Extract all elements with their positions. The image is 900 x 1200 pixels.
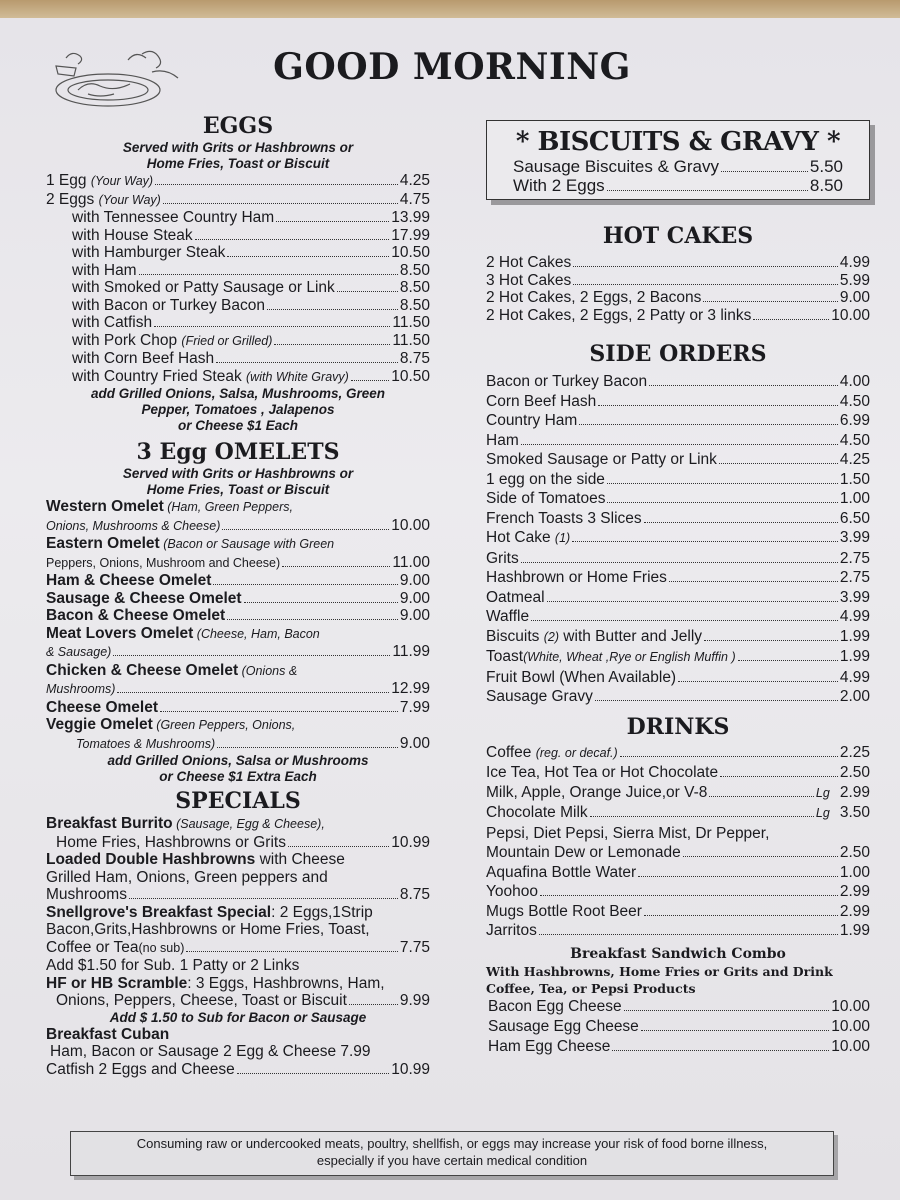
price: 17.99	[391, 226, 430, 244]
price: 3.99	[839, 529, 870, 546]
price: 6.50	[839, 509, 870, 527]
price: 7.75	[399, 938, 430, 956]
price: 2.99	[839, 783, 870, 801]
price: 1.00	[839, 490, 870, 507]
menu-item-eggs-with: with Tennessee Country Ham 13.99	[72, 209, 430, 226]
menu-item-meat-lovers-omelet: Meat Lovers Omelet (Cheese, Ham, Bacon	[46, 624, 320, 642]
page-title: GOOD MORNING	[273, 46, 631, 88]
menu-item-milk: Milk, Apple, Orange Juice,or V-8 Lg 2.99	[486, 783, 870, 804]
price: 10.50	[391, 367, 430, 385]
scramble-sub-note: Add $ 1.50 to Sub for Bacon or Sausage	[109, 1009, 367, 1025]
price: 4.50	[839, 431, 870, 449]
price: 4.00	[839, 373, 870, 390]
menu-item-drink: Jarritos 1.99	[486, 922, 870, 939]
price: 11.50	[392, 314, 430, 331]
menu-item-sandwich: Bacon Egg Cheese 10.00	[488, 997, 870, 1015]
biscuits-gravy-box	[486, 120, 870, 200]
sandwich-combo-sub-2: Coffee, Tea, or Pepsi Products	[486, 980, 696, 996]
price: 5.99	[839, 271, 870, 289]
price: 4.99	[839, 668, 870, 686]
price: 11.50	[392, 331, 430, 349]
menu-item-eggs-with: with Corn Beef Hash 8.75	[72, 350, 430, 367]
omelets-heading: 3 Egg OMELETS	[136, 439, 340, 465]
eggs-heading: EGGS	[202, 113, 274, 139]
drinks-heading: DRINKS	[626, 713, 730, 740]
price: 4.25	[839, 451, 870, 468]
price: 12.99	[391, 680, 430, 697]
omelets-addon-note-2: or Cheese $1 Extra Each	[159, 769, 317, 784]
menu-item-side: Oatmeal 3.99	[486, 588, 870, 606]
size-label: Lg	[815, 785, 830, 800]
menu-item-side: Side of Tomatoes 1.00	[486, 490, 870, 507]
menu-item-biscuits: With 2 Eggs 8.50	[513, 176, 843, 195]
menu-item-scramble: HF or HB Scramble: 3 Eggs, Hashbrowns, Ham,	[46, 974, 385, 992]
price: 9.00	[399, 607, 430, 624]
price: 11.99	[392, 643, 430, 660]
menu-item-tea: Ice Tea, Hot Tea or Hot Chocolate 2.50	[486, 764, 870, 781]
notice-line-2: especially if you have certain medical condition	[316, 1153, 588, 1168]
eggs-addon-note-2: Pepper, Tomatoes , Jalapenos	[141, 402, 335, 417]
menu-item-eggs-with: with Catfish 11.50	[72, 314, 430, 331]
menu-item-side: Biscuits (2) with Butter and Jelly 1.99	[486, 627, 870, 645]
menu-item-sandwich: Sausage Egg Cheese 10.00	[488, 1017, 870, 1035]
eggs-subtitle-2: Home Fries, Toast or Biscuit	[146, 156, 330, 171]
price: 9.00	[399, 734, 430, 752]
price: 3.50	[839, 804, 870, 821]
food-safety-notice	[70, 1131, 834, 1176]
price: 10.00	[831, 997, 870, 1015]
cuban-desc: Ham, Bacon or Sausage 2 Egg & Cheese 7.99	[50, 1043, 371, 1060]
menu-item-catfish-eggs: Catfish 2 Eggs and Cheese 10.99	[46, 1060, 430, 1078]
menu-item-eggs: 1 Egg (Your Way) 4.25	[46, 172, 430, 189]
menu-item-side: Toast(White, Wheat ,Rye or English Muffin ) 1.99	[486, 648, 870, 665]
menu-item-eggs-with: with Country Fried Steak (with White Gravy) 10.50	[72, 367, 430, 385]
sandwich-combo-heading: Breakfast Sandwich Combo	[570, 945, 786, 962]
menu-item-coffee: Coffee (reg. or decaf.) 2.25	[486, 743, 870, 761]
snellgrove-desc: Bacon,Grits,Hashbrowns or Home Fries, Toast,	[46, 921, 370, 938]
price: 8.50	[399, 279, 430, 296]
omelets-subtitle-1: Served with Grits or Hashbrowns or	[122, 466, 354, 481]
menu-item-sandwich: Ham Egg Cheese 10.00	[488, 1037, 870, 1055]
right-column	[486, 120, 870, 1057]
price: 2.00	[839, 688, 870, 705]
menu-item-side: Sausage Gravy 2.00	[486, 688, 870, 705]
menu-item-side: Country Ham 6.99	[486, 412, 870, 429]
price: 1.99	[839, 648, 870, 665]
menu-item-side: Fruit Bowl (When Available) 4.99	[486, 668, 870, 686]
menu-item-breakfast-cuban: Breakfast Cuban	[46, 1025, 170, 1043]
price: 10.00	[831, 1037, 870, 1055]
price: 3.99	[839, 588, 870, 606]
breakfast-plate-icon	[48, 44, 188, 114]
menu-item-side: Ham 4.50	[486, 431, 870, 449]
price: 2.99	[839, 902, 870, 920]
price: 8.50	[399, 261, 430, 279]
menu-item-side: Hot Cake (1) 3.99	[486, 529, 870, 546]
price: 2.99	[839, 883, 870, 900]
price: 10.50	[391, 244, 430, 261]
menu-item-eggs-with: with Ham 8.50	[72, 261, 430, 279]
price: 4.75	[399, 190, 430, 208]
menu-item-veggie-omelet: Veggie Omelet (Green Peppers, Onions,	[46, 716, 296, 733]
menu-item-hotcakes: 3 Hot Cakes 5.99	[486, 271, 870, 289]
menu-item-eggs-with: with Bacon or Turkey Bacon 8.50	[72, 296, 430, 314]
menu-item-eggs-with: with House Steak 17.99	[72, 226, 430, 244]
biscuits-heading: * BISCUITS & GRAVY *	[515, 127, 841, 157]
eggs-addon-note-3: or Cheese $1 Each	[177, 418, 299, 433]
price: 8.50	[399, 296, 430, 314]
menu-item-eggs-with: with Smoked or Patty Sausage or Link 8.50	[72, 279, 430, 296]
price: 9.00	[399, 589, 430, 607]
price: 10.00	[831, 1017, 870, 1035]
price: 9.00	[399, 572, 430, 589]
menu-item-omelet: Ham & Cheese Omelet 9.00	[46, 572, 430, 589]
price: 2.25	[839, 743, 870, 761]
price: 4.25	[399, 172, 430, 189]
menu-item-side: Hashbrown or Home Fries 2.75	[486, 569, 870, 586]
menu-item-side: Grits 2.75	[486, 549, 870, 567]
menu-item-western-omelet: Western Omelet (Ham, Green Peppers,	[46, 498, 293, 515]
price: 6.99	[839, 412, 870, 429]
sandwich-combo-sub-1: With Hashbrowns, Home Fries or Grits and Drink	[486, 963, 833, 979]
menu-item-breakfast-burrito: Breakfast Burrito (Sausage, Egg & Cheese),	[46, 815, 325, 832]
sides-heading: SIDE ORDERS	[589, 341, 767, 367]
menu-item-cheese-omelet: Cheese Omelet 7.99	[46, 698, 430, 716]
menu-item-snellgrove-special: Snellgrove's Breakfast Special: 2 Eggs,1Strip	[46, 903, 373, 921]
menu-item-side: Smoked Sausage or Patty or Link 4.25	[486, 451, 870, 468]
price: 2.50	[839, 764, 870, 781]
price: 9.00	[839, 289, 870, 306]
price: 4.99	[839, 254, 870, 271]
price: 1.00	[839, 863, 870, 881]
menu-item-side: Waffle 4.99	[486, 608, 870, 625]
menu-item-drink: Aquafina Bottle Water 1.00	[486, 863, 870, 881]
menu-item-drink: Mugs Bottle Root Beer 2.99	[486, 902, 870, 920]
size-label: Lg	[815, 806, 830, 820]
price: 1.99	[839, 627, 870, 645]
menu-item-side: 1 egg on the side 1.50	[486, 470, 870, 488]
price: 2.75	[839, 569, 870, 586]
menu-item-chocolate-milk: Chocolate Milk Lg 3.50	[486, 803, 870, 824]
price: 10.00	[391, 516, 430, 534]
price: 10.00	[831, 306, 870, 324]
hotcakes-heading: HOT CAKES	[602, 223, 754, 249]
price: 8.75	[399, 350, 430, 367]
menu-item-loaded-hashbrowns: Loaded Double Hashbrowns with Cheese	[46, 851, 345, 868]
price: 13.99	[391, 209, 430, 226]
price: 4.99	[839, 608, 870, 625]
omelets-subtitle-2: Home Fries, Toast or Biscuit	[146, 482, 330, 497]
menu-item-eastern-omelet: Eastern Omelet (Bacon or Sausage with Green	[46, 535, 335, 552]
menu-item-chicken-omelet: Chicken & Cheese Omelet (Onions &	[46, 661, 298, 679]
menu-item-side: French Toasts 3 Slices 6.50	[486, 509, 870, 527]
price: 11.00	[392, 553, 430, 571]
menu-item-omelet: Sausage & Cheese Omelet 9.00	[46, 589, 430, 607]
price: 10.99	[391, 833, 430, 851]
snellgrove-sub-note: Add $1.50 for Sub. 1 Patty or 2 Links	[46, 957, 300, 974]
price: 1.99	[839, 922, 870, 939]
menu-item-omelet: Bacon & Cheese Omelet 9.00	[46, 607, 430, 624]
eggs-addon-note-1: add Grilled Onions, Salsa, Mushrooms, Green	[90, 386, 386, 401]
price: 2.50	[839, 844, 870, 861]
price: 9.99	[399, 992, 430, 1009]
menu-item-side: Bacon or Turkey Bacon 4.00	[486, 373, 870, 390]
omelets-addon-note-1: add Grilled Onions, Salsa or Mushrooms	[107, 753, 369, 768]
menu-item-hotcakes: 2 Hot Cakes 4.99	[486, 254, 870, 271]
menu-item-soda-price: Mountain Dew or Lemonade 2.50	[486, 844, 870, 861]
loaded-hashbrowns-desc: Grilled Ham, Onions, Green peppers and	[46, 868, 328, 886]
left-column: EGGS Served with Grits or Hashbrowns or Home Fries, Toast or Biscuit 1 Egg (Your Way) 4.25 2 Eggs (Your Way) 4.75 with Tennessee Country Ham 13.99 with House Steak 17.99 with Hamburger Steak 10.50 with Ham 8.50 with Smoked or Patty Sausage or Link 8.50 with Bacon or Turkey Bacon 8.50 with Catfish 11.50 with Pork Chop (Fried or Grilled) 11.50 with Corn Beef Hash 8.75 with Country Fried Steak (with White Gravy) 10.50 add Grilled Onions, Salsa, Mushrooms, Green Pepper, Tomatoes , Jalapenos or Cheese $1 Each 3 Egg OMELETS Served with Grits or Hashbrowns or Home Fries, Toast or Biscuit Western Omelet (Ham, Green Peppers, Onions, Mushrooms & Cheese) 10.00 Eastern Omelet (Bacon or Sausage with Green Peppers, Onions, Mushroom and Cheese) 11.00 Ham & Cheese Omelet 9.00 Sausage & Cheese Omelet 9.00 Bacon & Cheese Omelet 9.00 Meat Lovers Omelet (Cheese, Ham, Bacon & Sausage) 11.99 Chicken & Cheese Omelet (Onions & Mushrooms) 12.99 Cheese Omelet 7.99 Veggie Omelet (Green Peppers, Onions, Tomatoes & Mushrooms) 9.00 add Grilled Onions, Salsa or Mushrooms or Cheese $1 Extra Each SPECIALS Breakfast Burrito (Sausage, Egg & Cheese), Home Fries, Hashbrowns or Grits 10.99 Loaded Double Hashbrowns with Cheese Grilled Ham, Onions, Green peppers and Mushrooms 8.75 Snellgrove's Breakfast Special: 2 Eggs,1Strip Bacon,Grits,Hashbrowns or Home Fries, Toast, Coffee or Tea(no sub) 7.75 Add $1.50 for Sub. 1 Patty or 2 Links HF or HB Scramble: 3 Eggs, Hashbrowns, Ham, Onions, Peppers, Cheese, Toast or Biscuit 9.99 Add $ 1.50 to Sub for Bacon or Sausage Breakfast Cuban Ham, Bacon or Sausage 2 Egg & Cheese 7.99 Catfish 2 Eggs and Cheese 10.99	[46, 113, 430, 1078]
menu-item-biscuits: Sausage Biscuites & Gravy 5.50	[513, 157, 843, 176]
price: 4.50	[839, 392, 870, 410]
price: 8.75	[399, 886, 430, 903]
price: 1.50	[839, 470, 870, 488]
eggs-subtitle-1: Served with Grits or Hashbrowns or	[122, 140, 354, 155]
menu-item-side: Corn Beef Hash 4.50	[486, 392, 870, 410]
specials-heading: SPECIALS	[175, 788, 301, 814]
price: 2.75	[839, 549, 870, 567]
notice-line-1: Consuming raw or undercooked meats, poultry, shellfish, or eggs may increase your risk of food borne illness,	[136, 1136, 768, 1151]
menu-item-eggs-with: with Hamburger Steak 10.50	[72, 244, 430, 261]
menu-item-hotcakes: 2 Hot Cakes, 2 Eggs, 2 Bacons 9.00	[486, 289, 870, 306]
menu-item-eggs: 2 Eggs (Your Way) 4.75	[46, 190, 430, 208]
menu-item-hotcakes: 2 Hot Cakes, 2 Eggs, 2 Patty or 3 links 10.00	[486, 306, 870, 324]
menu-item-drink: Yoohoo 2.99	[486, 883, 870, 900]
menu-item-soda: Pepsi, Diet Pepsi, Sierra Mist, Dr Pepper,	[486, 824, 770, 842]
menu-item-eggs-with: with Pork Chop (Fried or Grilled) 11.50	[72, 331, 430, 349]
